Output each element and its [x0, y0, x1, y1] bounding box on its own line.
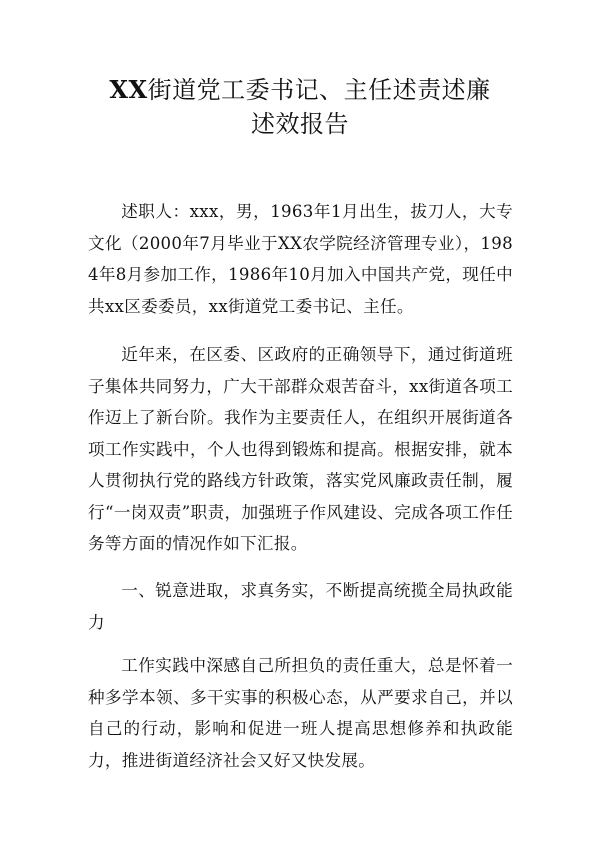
document-title-line-1 — [0, 74, 600, 106]
title-prefix: XX — [109, 75, 148, 104]
document-title-line-2: 述效报告 — [251, 110, 349, 138]
paragraph-introduction: 近年来，在区委、区政府的正确领导下，通过街道班子集体共同努力，广大干部群众艰苦奋斗，xx街道各项工作迈上了新台阶。我作为主要责任人，在组织开展街道各项工作实践中，个人也得到锻炼和提高。根据安排，就本人贯彻执行党的路线方针政策，落实党风廉政责任制，履行“一岗双责”职责，加强班子作风建设、完成各项工作任务等方面的情况作如下汇报。 — [88, 345, 513, 553]
section-heading-1: 一、锐意进取，求真务实，不断提高统揽全局执政能力 — [88, 581, 513, 632]
paragraph-section-1-body: 工作实践中深感自己所担负的责任重大，总是怀着一种多学本领、多干实事的积极心态，从严要求自己，并以自己的行动，影响和促进一班人提高思想修养和执政能力，推进街道经济社会又好又快发展。 — [88, 656, 513, 770]
title-line-1-text: 街道党工委书记、主任述责述廉 — [147, 76, 491, 104]
paragraph-author-info: 述职人：xxx，男，1963年1月出生，拔刀人，大专文化（2000年7月毕业于XX农学院经济管理专业），1984年8月参加工作，1986年10月加入中国共产党，现任中共xx区委委员，xx街道党工委书记、主任。 — [88, 202, 513, 316]
